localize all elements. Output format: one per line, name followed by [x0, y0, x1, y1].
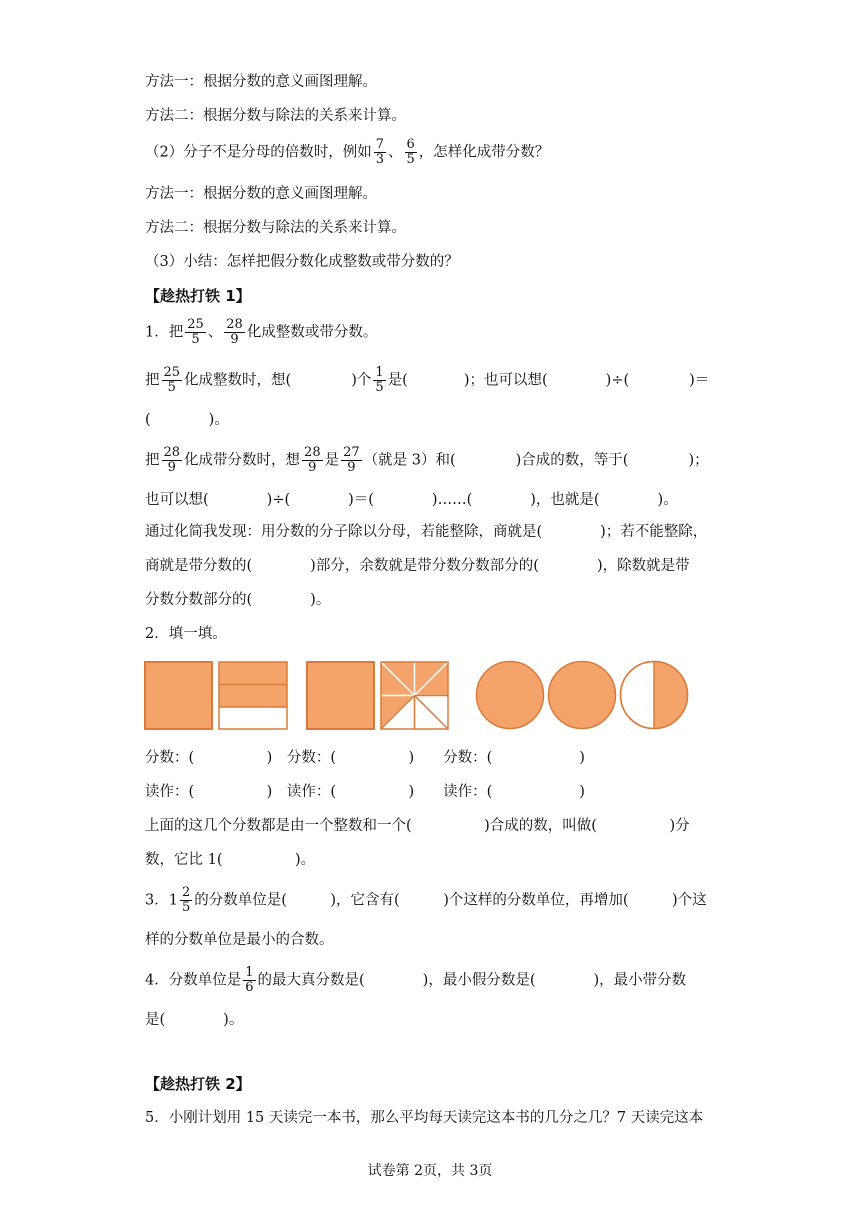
text: 化成带分数时，想 [184, 452, 301, 469]
question-2-line-c: 上面的这几个分数都是由一个整数和一个( )合成的数，叫做( )分 [145, 818, 690, 834]
text: 把 [145, 452, 160, 469]
full-square-2 [307, 662, 374, 729]
page-footer: 试卷第 2页，共 3页 [367, 1163, 493, 1179]
section-heading-1: 【趁热打铁 1】 [145, 287, 251, 305]
numerator: 28 [163, 445, 181, 460]
text: 化成整数或带分数。 [246, 324, 378, 341]
denominator: 9 [308, 460, 317, 475]
question-1-line-e: 通过化简我发现：用分数的分子除以分母，若能整除，商就是( )；若不能整除， [145, 524, 708, 540]
question-5-line: 5．小刚计划用 15 天读完一本书，那么平均每天读完这本书的几分之几？7 天读完这本 [145, 1110, 704, 1126]
text: )； [688, 452, 709, 469]
half-circle [621, 662, 688, 729]
question-1-line-g: 分数分数部分的( )。 [145, 592, 331, 608]
question-4-line-b: 是( )。 [145, 1012, 244, 1028]
denominator: 9 [167, 460, 176, 475]
question-1-line-f: 商就是带分数的( )部分，余数就是带分数分数部分的( )，除数就是带 [145, 558, 690, 574]
text: （就是 3）和( [363, 452, 456, 469]
fraction-2-5 [180, 886, 192, 915]
numerator: 28 [304, 445, 321, 460]
square-eighths [381, 662, 448, 729]
text: 把 [145, 372, 160, 389]
numerator: 2 [181, 885, 191, 900]
method-one-line-1: 方法一：根据分数的意义画图理解。 [145, 74, 377, 90]
method-two-line-1: 方法二：根据分数与除法的关系来计算。 [145, 108, 406, 124]
text: )个 [351, 372, 372, 389]
reading-answers-row: 读作：( ) 读作：( ) 读作：( ) [145, 784, 585, 800]
text: 的最大真分数是( )，最小假分数是( )，最小带分数 [257, 972, 687, 989]
question-2-title: 2．填一填。 [145, 626, 227, 642]
text: 化成整数时，想( [184, 372, 292, 389]
numerator: 6 [406, 137, 415, 152]
square-thirds [219, 662, 287, 729]
shaded-half [654, 662, 688, 729]
question-2-line-d: 数，它比 1( )。 [145, 852, 316, 868]
numerator: 1 [375, 365, 384, 380]
denominator: 5 [406, 152, 415, 167]
denominator: 6 [245, 980, 254, 995]
text: 1．把 [145, 324, 184, 341]
numerator: 28 [226, 317, 243, 332]
text: 是( [387, 372, 408, 389]
numerator: 1 [245, 965, 254, 980]
question-4-line-a [145, 966, 686, 995]
text: （2）分子不是分母的倍数时，例如 [145, 144, 372, 161]
method-one-line-2: 方法一：根据分数的意义画图理解。 [145, 186, 377, 202]
text: 4．分数单位是 [145, 972, 242, 989]
denominator: 9 [230, 332, 239, 347]
unshaded-part [219, 707, 287, 729]
denominator: 9 [347, 460, 356, 475]
denominator: 5 [191, 332, 200, 347]
text: 3．1 [145, 892, 178, 909]
text: 的分数单位是( )，它含有( )个这样的分数单位，再增加( )个这 [194, 892, 707, 909]
full-square-1 [145, 662, 212, 729]
method-two-line-2: 方法二：根据分数与除法的关系来计算。 [145, 220, 406, 236]
summary-line: （3）小结：怎样把假分数化成整数或带分数的？ [145, 254, 459, 270]
question-1-line-b: ( )。 [145, 412, 229, 428]
denominator: 5 [181, 900, 191, 915]
text: )；也可以想( [463, 372, 548, 389]
question-1-line-d: 也可以想( )÷( )＝( )……( )，也就是( )。 [145, 492, 678, 508]
denominator: 5 [167, 380, 176, 395]
question-3-line-a [145, 886, 707, 915]
numerator: 25 [187, 317, 204, 332]
text: 是 [324, 452, 340, 469]
text: ，怎样化成带分数？ [418, 144, 550, 161]
text: 、 [388, 144, 403, 161]
text: 、 [207, 324, 223, 341]
text: )÷( [605, 372, 630, 389]
fraction-answers-row: 分数：( ) 分数：( ) 分数：( ) [145, 750, 585, 766]
question-3-line-b: 样的分数单位是最小的合数。 [145, 932, 334, 948]
text: )＝ [689, 372, 710, 389]
denominator: 3 [375, 152, 385, 167]
full-circle-1 [477, 662, 544, 729]
numerator: 7 [375, 137, 385, 152]
numerator: 27 [343, 445, 360, 460]
fraction-1-6 [243, 966, 255, 995]
denominator: 5 [375, 380, 384, 395]
section-heading-2: 【趁热打铁 2】 [145, 1075, 251, 1093]
numerator: 25 [163, 365, 181, 380]
text: )合成的数，等于( [515, 452, 629, 469]
full-circle-2 [549, 662, 616, 729]
